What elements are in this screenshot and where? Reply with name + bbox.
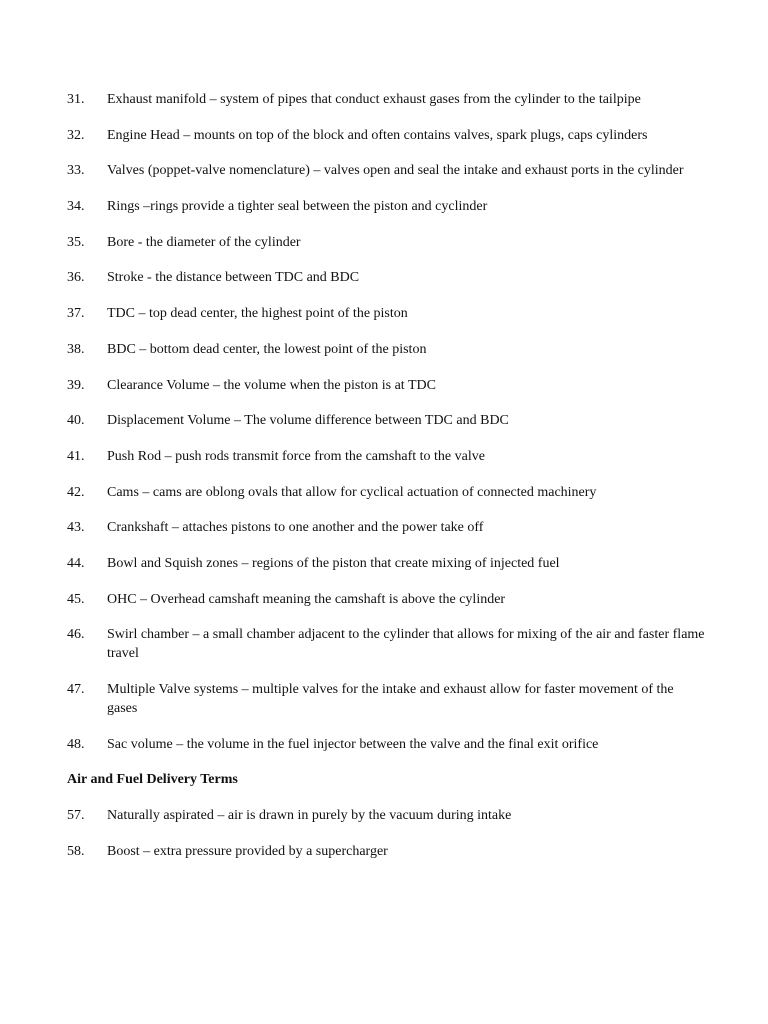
list-item bbox=[67, 842, 708, 861]
item-number: 34. bbox=[67, 199, 85, 215]
item-definition: Rings –rings provide a tighter seal between the piston and cyclinder bbox=[107, 199, 488, 215]
item-definition: Push Rod – push rods transmit force from the camshaft to the valve bbox=[107, 448, 485, 464]
item-definition: Displacement Volume – The volume difference between TDC and BDC bbox=[107, 413, 509, 429]
list-item bbox=[67, 268, 708, 287]
item-number: 35. bbox=[67, 234, 85, 250]
item-number: 37. bbox=[67, 306, 85, 322]
item-number: 58. bbox=[67, 843, 85, 859]
item-number: 36. bbox=[67, 270, 85, 286]
item-number: 45. bbox=[67, 591, 85, 607]
item-number: 57. bbox=[67, 808, 85, 824]
item-number: 33. bbox=[67, 163, 85, 179]
item-definition: Valves (poppet-valve nomenclature) – valves open and seal the intake and exhaust ports in the cylinder bbox=[107, 163, 684, 179]
item-number: 39. bbox=[67, 377, 85, 393]
item-definition: Clearance Volume – the volume when the piston is at TDC bbox=[107, 377, 436, 393]
definitions-list bbox=[67, 90, 708, 754]
item-definition: Bore - the diameter of the cylinder bbox=[107, 234, 301, 250]
section-definitions-list bbox=[67, 806, 708, 861]
item-number: 32. bbox=[67, 127, 85, 143]
item-number: 41. bbox=[67, 448, 85, 464]
item-definition: BDC – bottom dead center, the lowest point of the piston bbox=[107, 341, 427, 357]
list-item bbox=[67, 161, 708, 180]
list-item bbox=[67, 340, 708, 359]
item-definition: Bowl and Squish zones – regions of the piston that create mixing of injected fuel bbox=[107, 555, 560, 571]
section-heading: Air and Fuel Delivery Terms bbox=[67, 772, 238, 788]
item-number: 42. bbox=[67, 484, 85, 500]
list-item bbox=[67, 625, 708, 663]
list-item bbox=[67, 304, 708, 323]
item-number: 48. bbox=[67, 736, 85, 752]
item-number: 47. bbox=[67, 682, 85, 697]
item-definition: OHC – Overhead camshaft meaning the camshaft is above the cylinder bbox=[107, 591, 506, 607]
item-number: 43. bbox=[67, 520, 85, 536]
item-definition: Exhaust manifold – system of pipes that conduct exhaust gases from the cylinder to the tailpipe bbox=[107, 92, 641, 107]
item-number: 44. bbox=[67, 555, 85, 571]
list-item bbox=[67, 90, 708, 109]
item-definition: Multiple Valve systems – multiple valves for the intake and exhaust allow for faster movement of the gases bbox=[107, 682, 674, 716]
item-number: 38. bbox=[67, 341, 85, 357]
list-item bbox=[67, 376, 708, 395]
item-definition: Cams – cams are oblong ovals that allow for cyclical actuation of connected machinery bbox=[107, 484, 597, 500]
list-item bbox=[67, 518, 708, 537]
list-item bbox=[67, 554, 708, 573]
list-item bbox=[67, 483, 708, 502]
list-item bbox=[67, 590, 708, 609]
list-item bbox=[67, 126, 708, 145]
item-number: 46. bbox=[67, 627, 85, 643]
item-definition: Naturally aspirated – air is drawn in purely by the vacuum during intake bbox=[107, 808, 512, 824]
list-item bbox=[67, 806, 708, 825]
item-definition: Engine Head – mounts on top of the block and often contains valves, spark plugs, caps cylinders bbox=[107, 127, 648, 143]
item-definition: Swirl chamber – a small chamber adjacent to the cylinder that allows for mixing of the air and faster flame travel bbox=[107, 627, 705, 662]
list-item bbox=[67, 197, 708, 216]
list-item bbox=[67, 735, 708, 754]
list-item bbox=[67, 447, 708, 466]
item-definition: Boost – extra pressure provided by a supercharger bbox=[107, 843, 388, 859]
item-definition: Stroke - the distance between TDC and BDC bbox=[107, 270, 360, 286]
item-number: 40. bbox=[67, 413, 85, 429]
item-number: 31. bbox=[67, 92, 85, 107]
list-item bbox=[67, 233, 708, 252]
item-definition: Crankshaft – attaches pistons to one another and the power take off bbox=[107, 520, 484, 536]
list-item bbox=[67, 411, 708, 430]
list-item bbox=[67, 680, 708, 718]
item-definition: TDC – top dead center, the highest point of the piston bbox=[107, 306, 408, 322]
item-definition: Sac volume – the volume in the fuel injector between the valve and the final exit orifice bbox=[107, 736, 599, 752]
